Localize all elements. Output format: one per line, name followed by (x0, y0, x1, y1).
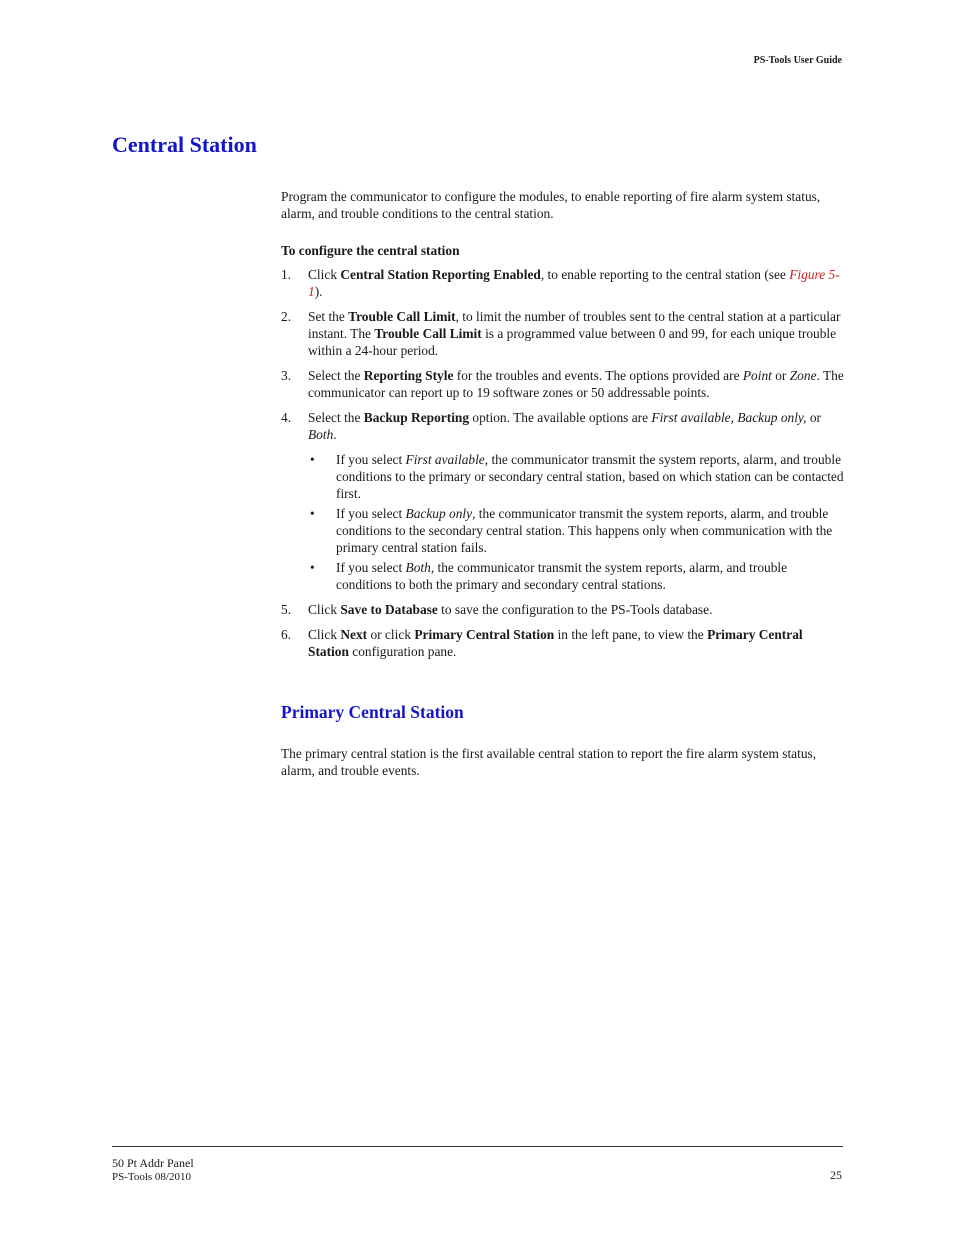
step-text: is a programmed value between 0 and 99, for each unique trouble within a 24-hour period. (308, 326, 837, 358)
step-text: Select the (308, 368, 364, 383)
step-text: . (333, 427, 337, 442)
ui-label: Primary Central Station (308, 627, 803, 659)
step-text: Select the (308, 410, 364, 425)
step-number: 3. (281, 368, 292, 383)
bullet-text: If you select (336, 560, 406, 575)
option-name: Both (308, 427, 334, 442)
step-text: , to enable reporting to the central station (see (540, 267, 790, 282)
step-item (281, 601, 844, 618)
step-number: 1. (281, 267, 292, 282)
option-name: Point (742, 368, 772, 383)
step-text: , to limit the number of troubles sent to the central station at a particular instant. The (308, 309, 841, 341)
ui-label: Trouble Call Limit (348, 309, 456, 324)
page-header: PS-Tools User Guide (753, 55, 842, 66)
steps-list (281, 266, 844, 660)
bullet-item (308, 505, 844, 556)
bullet-icon: • (310, 452, 315, 467)
bullet-text: the communicator transmit the system reports, alarm, and trouble conditions to both the primary and secondary central stations. (336, 560, 788, 592)
procedure-title: To configure the central station (281, 243, 460, 258)
step-text: or click (367, 627, 415, 642)
ui-label: Save to Database (340, 602, 438, 617)
step-number: 5. (281, 602, 292, 617)
step-item (281, 308, 844, 359)
step-text: Set the (308, 309, 349, 324)
step-text: to save the configuration to the PS-Tools database. (437, 602, 713, 617)
bullet-text: the communicator transmit the system reports, alarm, and trouble conditions to the primary or secondary central station, based on which station can be contacted first. (336, 452, 844, 501)
ui-label: Backup Reporting (363, 410, 470, 425)
step-text: . The communicator can report up to 19 software zones or 50 addressable points. (308, 368, 844, 400)
step-item (281, 266, 844, 300)
step-number: 6. (281, 627, 292, 642)
step-item (281, 409, 844, 593)
bullet-text: If you select (336, 506, 406, 521)
section-title: Central Station (112, 132, 257, 157)
option-name: First available, Backup only, (651, 410, 807, 425)
footer-product: 50 Pt Addr Panel (112, 1156, 194, 1170)
step-item (281, 367, 844, 401)
step-text: or (806, 410, 821, 425)
page-number: 25 (830, 1168, 842, 1182)
step-number: 2. (281, 309, 292, 324)
ui-label: Next (340, 627, 368, 642)
footer-divider (112, 1146, 843, 1147)
bullet-item (308, 451, 844, 502)
option-name: Backup only (405, 506, 473, 521)
step-text: configuration pane. (348, 644, 457, 659)
intro-paragraph: Program the communicator to configure the modules, to enable reporting of fire alarm system status, alarm, and trouble conditions to the central station. (281, 189, 821, 221)
step-number: 4. (281, 410, 292, 425)
ui-label: Reporting Style (363, 368, 454, 383)
subsection-title: Primary Central Station (281, 702, 464, 722)
option-name: Both, (405, 560, 435, 575)
step-text: in the left pane, to view the (554, 627, 708, 642)
step-text: for the troubles and events. The options provided are (453, 368, 743, 383)
step-text: ). (314, 284, 323, 299)
option-name: First available, (405, 452, 489, 467)
step-text: Click (308, 627, 341, 642)
bullet-list (308, 451, 844, 593)
step-text: or (771, 368, 790, 383)
option-name: Zone (789, 368, 817, 383)
ui-label: Trouble Call Limit (374, 326, 482, 341)
footer-doc-date: PS-Tools 08/2010 (112, 1171, 191, 1183)
main-content (281, 188, 844, 779)
ui-label: Central Station Reporting Enabled (340, 267, 541, 282)
bullet-item (308, 559, 844, 593)
bullet-text: If you select (336, 452, 406, 467)
step-item (281, 626, 844, 660)
footer-info (112, 1156, 194, 1184)
step-text: option. The available options are (469, 410, 652, 425)
figure-link[interactable]: Figure 5-1 (308, 267, 840, 299)
bullet-icon: • (310, 506, 315, 521)
subsection-paragraph: The primary central station is the first available central station to report the fire alarm system status, alarm, and trouble events. (281, 746, 817, 778)
bullet-text: , the communicator transmit the system reports, alarm, and trouble conditions to the secondary central station. This happens only when communication with the primary central station fails. (336, 506, 833, 555)
step-text: Click (308, 602, 341, 617)
ui-label: Primary Central Station (414, 627, 555, 642)
bullet-icon: • (310, 560, 315, 575)
step-text: Click (308, 267, 341, 282)
